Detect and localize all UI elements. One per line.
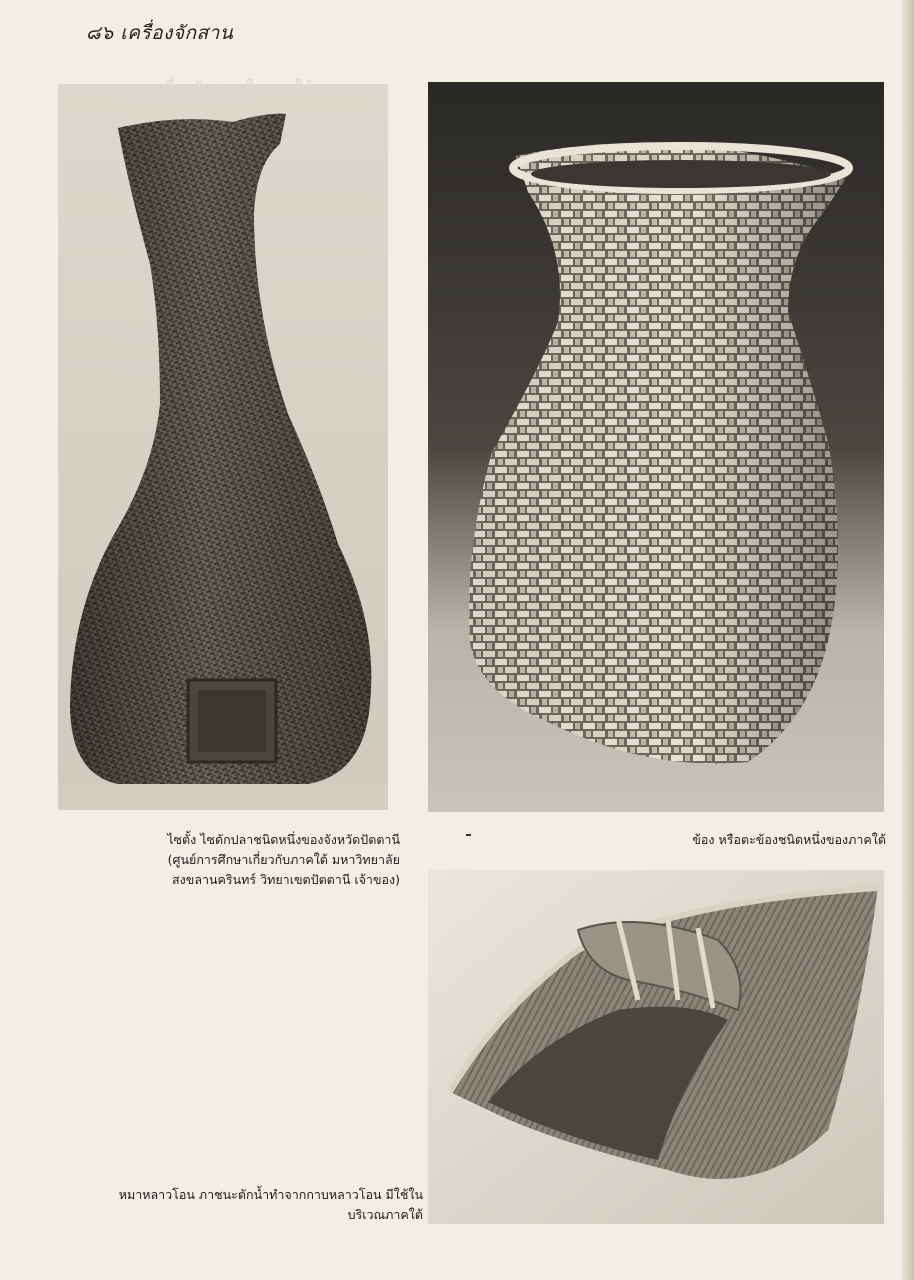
caption-line: ไซตั้ง ไซดักปลาชนิดหนึ่งของจังหวัดปัตตานี [167, 832, 400, 847]
photo-fish-basket [428, 82, 884, 812]
caption-line: สงขลานครินทร์ วิทยาเขตปัตตานี เจ้าของ) [172, 872, 400, 887]
caption-line: (ศูนย์การศึกษาเกี่ยวกับภาคใต้ มหาวิทยาลัย [167, 852, 400, 867]
page-edge [902, 0, 914, 1280]
caption-line: ข้อง หรือตะข้องชนิดหนึ่งของภาคใต้ [692, 832, 886, 847]
caption-line: บริเวณภาคใต้ [347, 1207, 423, 1222]
caption-fish-trap [150, 830, 400, 890]
caption-fish-basket [560, 830, 886, 850]
page-header: ๘๖ เครื่องจักสาน [86, 22, 234, 44]
caption-line: หมาหลาวโอน ภาชนะตักน้ำทำจากกาบหลาวโอน มีใช้ใน [118, 1187, 423, 1202]
caption-water-scoop [118, 1185, 423, 1225]
stray-mark [466, 834, 471, 836]
photo-water-scoop [428, 870, 884, 1224]
photo-fish-trap [58, 84, 388, 810]
